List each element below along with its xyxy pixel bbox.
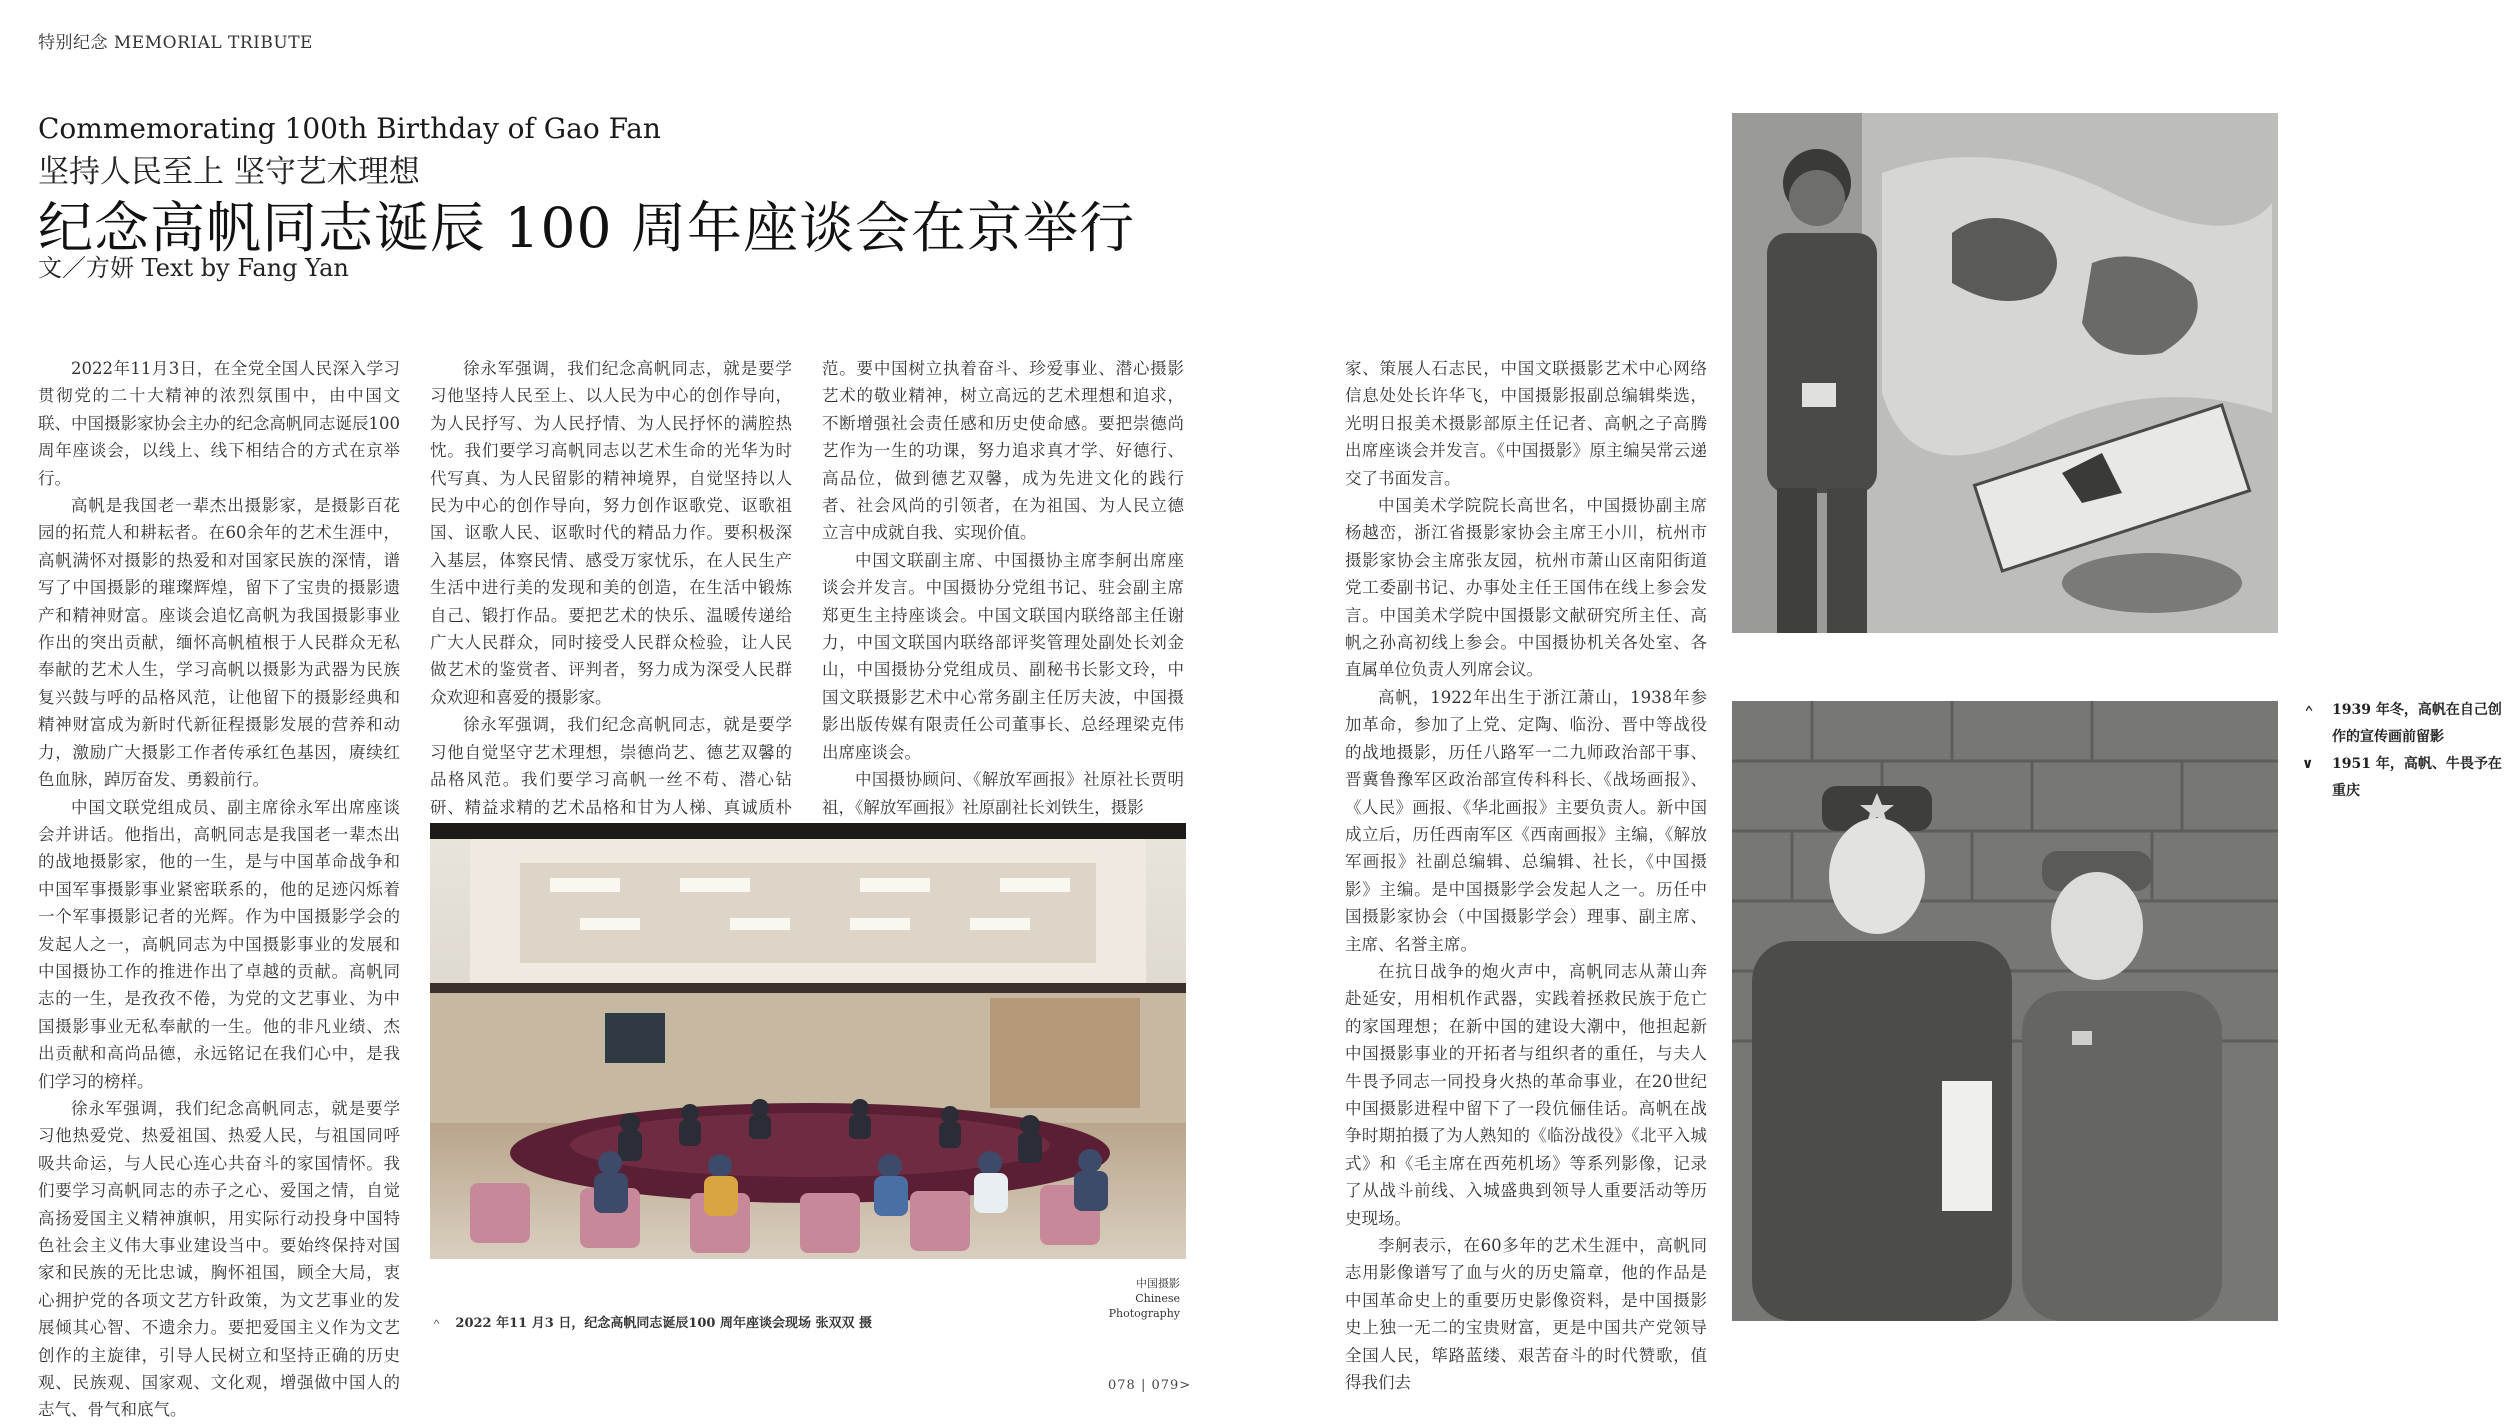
headline-subtitle: 坚持人民至上 坚守艺术理想: [38, 154, 420, 190]
section-label: 特别纪念 MEMORIAL TRIBUTE: [38, 33, 313, 53]
page-numbers: 078 | 079>: [1108, 1378, 1192, 1393]
paragraph: 中国摄协顾问、《解放军画报》社原社长贾明祖，《解放军画报》社原副社长刘铁生，摄影: [822, 770, 1184, 817]
caption-text: 2022 年11 月3 日，纪念高帆同志诞辰100 周年座谈会现场 张双双 摄: [455, 1316, 873, 1331]
article-column-3: [822, 355, 1184, 821]
caret-up-icon: ＾: [2302, 702, 2316, 718]
article-column-4: [1345, 355, 1707, 1396]
byline: 文／方妍 Text by Fang Yan: [38, 254, 349, 282]
paragraph: 2022年11月3日，在全党全国人民深入学习贯彻党的二十大精神的浓烈氛围中，由中国文联、中国摄影家协会主办的纪念高帆同志诞辰100周年座谈会，以线上、线下相结合的方式在京举行。: [38, 359, 400, 488]
credit-line: 中国摄影: [1136, 1277, 1180, 1290]
paragraph: 高帆是我国老一辈杰出摄影家，是摄影百花园的拓荒人和耕耘者。在60余年的艺术生涯中，高帆满怀对摄影的热爱和对国家民族的深情，谱写了中国摄影的璀璨辉煌，留下了宝贵的摄影遗产和精神财富。座谈会追忆高帆为我国摄影事业作出的突出贡献，缅怀高帆植根于人民群众无私奉献的艺术人生，学习高帆以摄影为武器为民族复兴鼓与呼的品格风范，让他留下的摄影经典和精神财富成为新时代新征程摄影发展的营养和动力，激励广大摄影工作者传承红色基因，赓续红色血脉，踔厉奋发、勇毅前行。: [38, 496, 400, 790]
photo-credit: [1100, 1276, 1180, 1321]
paragraph: 徐永军强调，我们纪念高帆同志，就是要学习他热爱党、热爱祖国、热爱人民，与祖国同呼吸共命运，与人民心连心共奋斗的家国情怀。我们要学习高帆同志的赤子之心、爱国之情，自觉高扬爱国主义精神旗帜，用实际行动投身中国特色社会主义伟大事业建设当中。要始终保持对国家和民族的无比忠诚，胸怀祖国，顾全大局，衷心拥护党的各项文艺方针政策，为文艺事业的发展倾其心智、不遗余力。要把爱国主义作为文艺创作的主旋律，引导人民树立和坚持正确的历史观、民族观、国家观、文化观，增强做中国人的志气、骨气和底气。: [38, 1098, 400, 1420]
paragraph: 在抗日战争的炮火声中，高帆同志从萧山奔赴延安，用相机作武器，实践着拯救民族于危亡的家国理想；在新中国的建设大潮中，他担起新中国摄影事业的开拓者与组织者的重任，与夫人牛畏予同志一同投身火热的革命事业，在20世纪中国摄影进程中留下了一段伉俪佳话。高帆在战争时期拍摄了为人熟知的《临汾战役》《北平入城式》和《毛主席在西苑机场》等系列影像，记录了从战斗前线、入城盛典到领导人重要活动等历史现场。: [1345, 961, 1707, 1228]
caption-text: 1951 年，高帆、牛畏予在重庆: [2332, 756, 2502, 799]
paragraph: 徐永军强调，我们纪念高帆同志，就是要学习他自觉坚守艺术理想，崇德尚艺、德艺双馨的品格风范。我们要学习高帆一丝不苟、潜心钻研、精益求精的艺术品格和甘为人梯、真诚质朴: [430, 715, 792, 817]
paragraph: 李舸表示，在60多年的艺术生涯中，高帆同志用影像谱写了血与火的历史篇章，他的作品是中国革命史上的重要历史影像资料，是中国摄影史上独一无二的宝贵财富，更是中国共产党领导全国人民，筚路蓝缕、艰苦奋斗的时代赞歌，值得我们去: [1345, 1236, 1707, 1393]
paragraph: 中国文联副主席、中国摄协主席李舸出席座谈会并发言。中国摄协分党组书记、驻会副主席郑更生主持座谈会。中国文联国内联络部主任谢力，中国文联国内联络部评奖管理处副处长刘金山，中国摄协分党组成员、副秘书长影文玲，中国文联摄影艺术中心常务副主任厉夫波，中国摄影出版传媒有限责任公司董事长、总经理梁克伟出席座谈会。: [822, 550, 1184, 762]
paragraph: 徐永军强调，我们纪念高帆同志，就是要学习他坚持人民至上、以人民为中心的创作导向，为人民抒写、为人民抒情、为人民抒怀的满腔热忱。我们要学习高帆同志以艺术生命的光华为时代写真、为人民留影的精神境界，自觉坚持以人民为中心的创作导向，努力创作讴歌党、讴歌祖国、讴歌人民、讴歌时代的精品力作。要积极深入基层，体察民情、感受万家忧乐，在人民生产生活中进行美的发现和美的创造，在生活中锻炼自己、锻打作品。要把艺术的快乐、温暖传递给广大人民群众，同时接受人民群众检验，让人民做艺术的鉴赏者、评判者，努力成为深受人民群众欢迎和喜爱的摄影家。: [430, 359, 792, 707]
article-column-2: [430, 355, 792, 848]
caret-down-icon: ∨: [2302, 756, 2314, 772]
caption-text: 1939 年冬，高帆在自己创作的宣传画前留影: [2332, 702, 2502, 745]
historic-photo-captions: [2302, 697, 2502, 805]
article-column-1: [38, 355, 400, 1424]
credit-line: Photography: [1108, 1307, 1180, 1320]
headline-main-title: 纪念高帆同志诞辰 100 周年座谈会在京举行: [38, 196, 1135, 260]
paragraph: 中国文联党组成员、副主席徐永军出席座谈会并讲话。他指出，高帆同志是我国老一辈杰出的战地摄影家，他的一生，是与中国革命战争和中国军事摄影事业紧密联系的，他的足迹闪烁着一个军事摄影记者的光辉。作为中国摄影学会的发起人之一，高帆同志为中国摄影事业的发展和中国摄协工作的推进作出了卓越的贡献。高帆同志的一生，是孜孜不倦，为党的文艺事业、为中国摄影事业无私奉献的一生。他的非凡业绩、杰出贡献和高尚品德，永远铭记在我们心中，是我们学习的榜样。: [38, 797, 400, 1091]
caret-up-icon: ＾: [430, 1316, 444, 1331]
paragraph: 高帆，1922年出生于浙江萧山，1938年参加革命，参加了上党、定陶、临汾、晋中等战役的战地摄影，历任八路军一二九师政治部干事、晋冀鲁豫军区政治部宣传科科长、《战场画报》、《人民》画报、《华北画报》主要负责人。新中国成立后，历任西南军区《西南画报》主编，《解放军画报》社副总编辑、总编辑、社长，《中国摄影》主编。是中国摄影学会发起人之一。历任中国摄影家协会（中国摄影学会）理事、副主席、主席、名誉主席。: [1345, 687, 1707, 954]
paragraph: 范。要中国树立执着奋斗、珍爱事业、潜心摄影艺术的敬业精神，树立高远的艺术理想和追求，不断增强社会责任感和历史使命感。要把崇德尚艺作为一生的功课，努力追求真才学、好德行、高品位，做到德艺双馨，成为先进文化的践行者、社会风尚的引领者，在为祖国、为人民立德立言中成就自我、实现价值。: [822, 359, 1184, 543]
meeting-photo: [430, 823, 1186, 1259]
headline-english: Commemorating 100th Birthday of Gao Fan: [38, 112, 661, 145]
credit-line: Chinese: [1135, 1292, 1180, 1305]
historic-photo-1951: [1732, 701, 2278, 1321]
historic-photo-1939: [1732, 113, 2278, 633]
meeting-photo-caption: [430, 1312, 990, 1331]
paragraph: 家、策展人石志民，中国文联摄影艺术中心网络信息处处长许华飞，中国摄影报副总编辑柴选，光明日报美术摄影部原主任记者、高帆之子高腾出席座谈会并发言。《中国摄影》原主编吴常云递交了书面发言。: [1345, 359, 1707, 488]
paragraph: 中国美术学院院长高世名，中国摄协副主席杨越峦，浙江省摄影家协会主席王小川，杭州市摄影家协会主席张友园，杭州市萧山区南阳街道党工委副书记、办事处主任王国伟在线上参会发言。中国美术学院中国摄影文献研究所主任、高帆之孙高初线上参会。中国摄协机关各处室、各直属单位负责人列席会议。: [1345, 496, 1707, 680]
